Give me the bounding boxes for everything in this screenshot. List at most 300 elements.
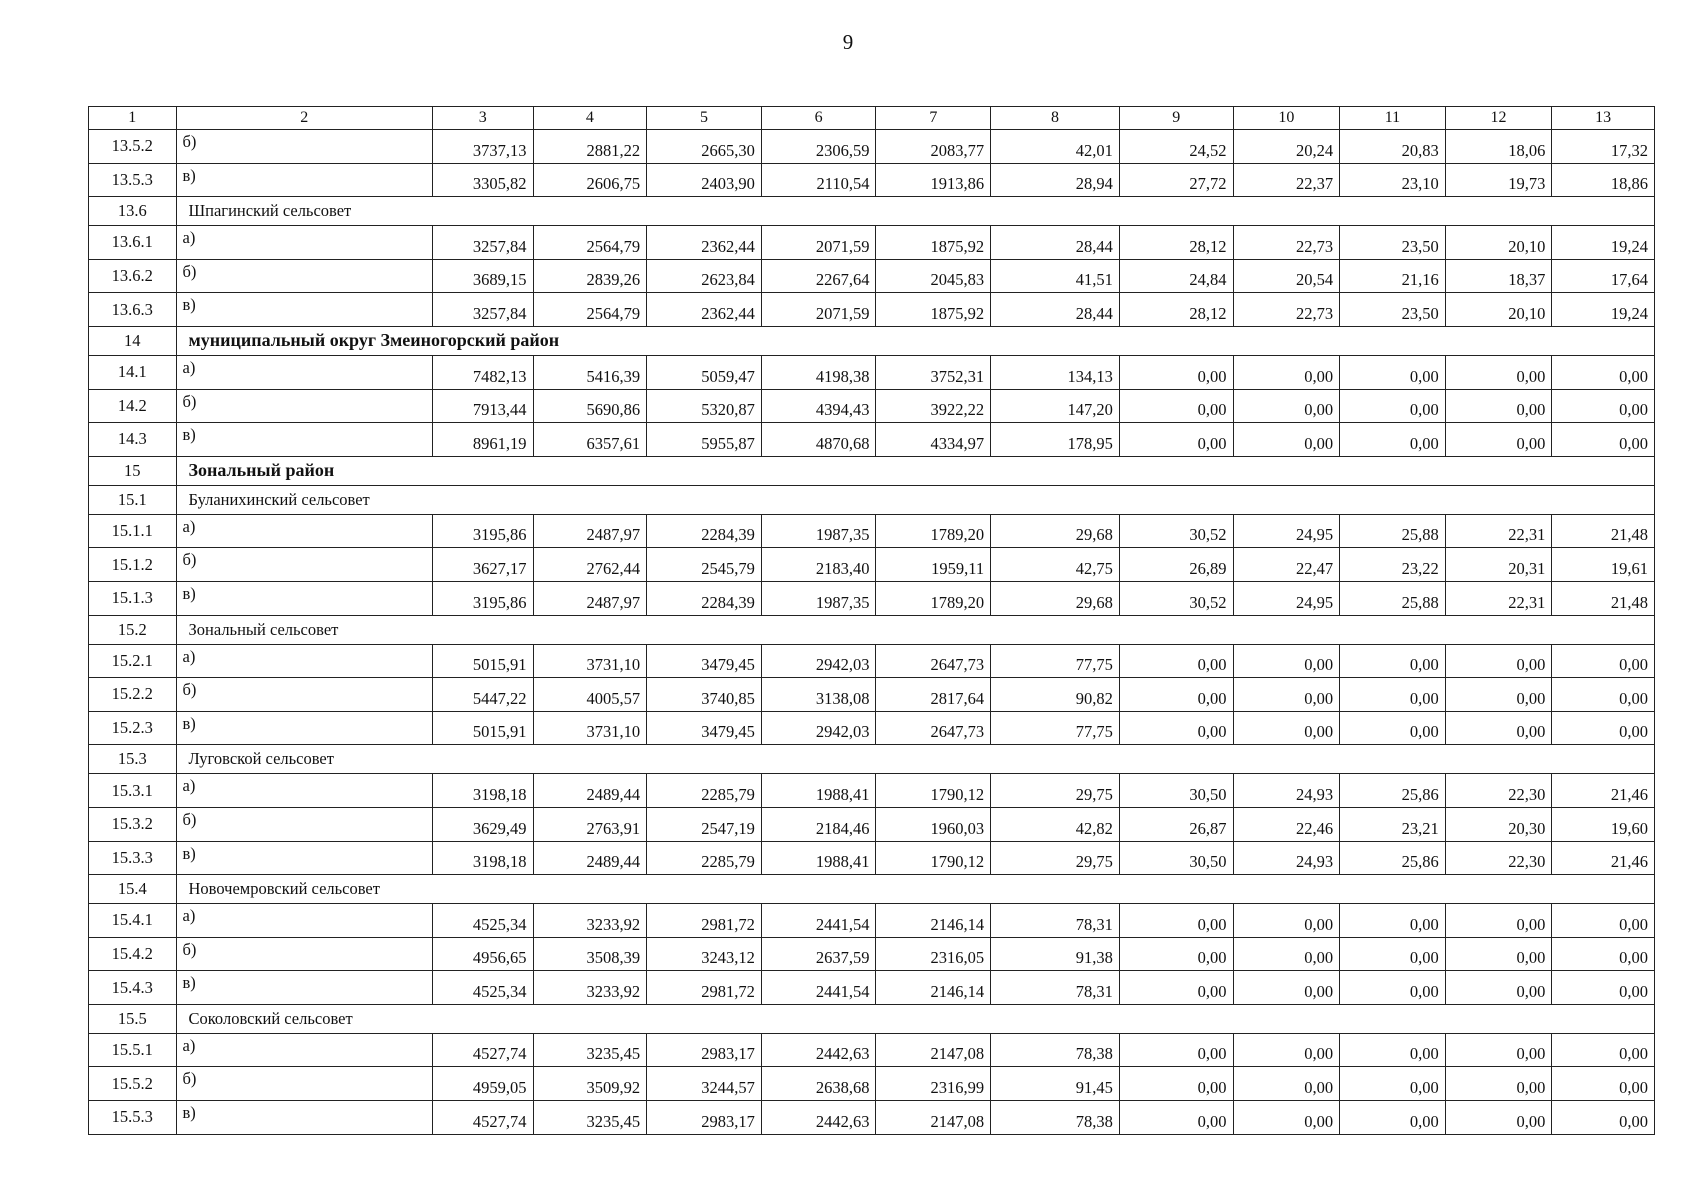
value-cell: 2442,63 — [761, 1101, 876, 1135]
section-code: 15 — [89, 456, 177, 485]
column-number: 12 — [1445, 107, 1552, 130]
value-cell: 1789,20 — [876, 514, 991, 548]
value-cell: 4525,34 — [432, 904, 533, 938]
value-cell: 2071,59 — [761, 293, 876, 327]
section-code: 15.5 — [89, 1004, 177, 1033]
value-cell: 29,68 — [991, 514, 1120, 548]
row-code: 13.5.3 — [89, 163, 177, 197]
value-cell: 2489,44 — [533, 841, 647, 875]
value-cell: 0,00 — [1445, 644, 1552, 678]
row-code: 15.3.2 — [89, 807, 177, 841]
value-cell: 2647,73 — [876, 644, 991, 678]
table-row — [89, 226, 1655, 260]
row-code: 15.4.1 — [89, 904, 177, 938]
row-code: 15.2.3 — [89, 711, 177, 745]
table-body — [89, 107, 1655, 1135]
row-code: 15.2.2 — [89, 678, 177, 712]
value-cell: 21,46 — [1552, 774, 1655, 808]
value-cell: 2606,75 — [533, 163, 647, 197]
value-cell: 26,89 — [1119, 548, 1233, 582]
value-cell: 4959,05 — [432, 1067, 533, 1101]
value-cell: 0,00 — [1552, 1033, 1655, 1067]
section-title: муниципальный округ Змеиногорский район — [176, 326, 1655, 355]
value-cell: 0,00 — [1445, 1033, 1552, 1067]
value-cell: 20,31 — [1445, 548, 1552, 582]
value-cell: 24,93 — [1233, 774, 1340, 808]
value-cell: 3479,45 — [647, 644, 762, 678]
value-cell: 23,50 — [1340, 226, 1446, 260]
value-cell: 0,00 — [1233, 423, 1340, 457]
value-cell: 3627,17 — [432, 548, 533, 582]
value-cell: 0,00 — [1445, 971, 1552, 1005]
value-cell: 0,00 — [1552, 389, 1655, 423]
column-number: 13 — [1552, 107, 1655, 130]
row-code: 13.5.2 — [89, 130, 177, 164]
section-title: Новочемровский сельсовет — [176, 875, 1655, 904]
row-label: а) — [176, 904, 432, 938]
value-cell: 0,00 — [1340, 423, 1446, 457]
value-cell: 23,22 — [1340, 548, 1446, 582]
value-cell: 4198,38 — [761, 355, 876, 389]
row-label: а) — [176, 355, 432, 389]
value-cell: 77,75 — [991, 644, 1120, 678]
value-cell: 3233,92 — [533, 971, 647, 1005]
table-row — [89, 1101, 1655, 1135]
value-cell: 22,73 — [1233, 226, 1340, 260]
value-cell: 134,13 — [991, 355, 1120, 389]
value-cell: 19,24 — [1552, 226, 1655, 260]
section-title: Зональный сельсовет — [176, 615, 1655, 644]
value-cell: 1988,41 — [761, 841, 876, 875]
value-cell: 22,47 — [1233, 548, 1340, 582]
value-cell: 0,00 — [1119, 711, 1233, 745]
value-cell: 4005,57 — [533, 678, 647, 712]
value-cell: 2285,79 — [647, 774, 762, 808]
value-cell: 2147,08 — [876, 1033, 991, 1067]
section-code: 15.3 — [89, 745, 177, 774]
value-cell: 3689,15 — [432, 259, 533, 293]
section-code: 13.6 — [89, 197, 177, 226]
value-cell: 0,00 — [1445, 1101, 1552, 1135]
value-cell: 78,31 — [991, 971, 1120, 1005]
value-cell: 1987,35 — [761, 581, 876, 615]
value-cell: 23,21 — [1340, 807, 1446, 841]
section-row — [89, 1004, 1655, 1033]
value-cell: 3244,57 — [647, 1067, 762, 1101]
row-code: 15.3.1 — [89, 774, 177, 808]
row-code: 14.2 — [89, 389, 177, 423]
value-cell: 78,31 — [991, 904, 1120, 938]
value-cell: 2284,39 — [647, 514, 762, 548]
value-cell: 2045,83 — [876, 259, 991, 293]
value-cell: 1790,12 — [876, 841, 991, 875]
value-cell: 2489,44 — [533, 774, 647, 808]
value-cell: 24,95 — [1233, 514, 1340, 548]
value-cell: 0,00 — [1552, 971, 1655, 1005]
value-cell: 2981,72 — [647, 904, 762, 938]
value-cell: 0,00 — [1552, 711, 1655, 745]
value-cell: 5955,87 — [647, 423, 762, 457]
value-cell: 0,00 — [1119, 355, 1233, 389]
table-row — [89, 581, 1655, 615]
value-cell: 90,82 — [991, 678, 1120, 712]
value-cell: 2071,59 — [761, 226, 876, 260]
value-cell: 0,00 — [1340, 1033, 1446, 1067]
value-cell: 0,00 — [1119, 644, 1233, 678]
value-cell: 1959,11 — [876, 548, 991, 582]
value-cell: 2403,90 — [647, 163, 762, 197]
value-cell: 3195,86 — [432, 514, 533, 548]
row-label: в) — [176, 841, 432, 875]
value-cell: 2623,84 — [647, 259, 762, 293]
row-code: 15.4.2 — [89, 937, 177, 971]
value-cell: 2942,03 — [761, 644, 876, 678]
table-row — [89, 937, 1655, 971]
value-cell: 4334,97 — [876, 423, 991, 457]
column-number: 10 — [1233, 107, 1340, 130]
row-label: в) — [176, 711, 432, 745]
value-cell: 3629,49 — [432, 807, 533, 841]
row-label: а) — [176, 644, 432, 678]
value-cell: 3198,18 — [432, 774, 533, 808]
row-label: а) — [176, 226, 432, 260]
value-cell: 5416,39 — [533, 355, 647, 389]
value-cell: 21,48 — [1552, 514, 1655, 548]
value-cell: 24,84 — [1119, 259, 1233, 293]
value-cell: 3737,13 — [432, 130, 533, 164]
value-cell: 0,00 — [1119, 1033, 1233, 1067]
value-cell: 147,20 — [991, 389, 1120, 423]
value-cell: 2284,39 — [647, 581, 762, 615]
value-cell: 25,88 — [1340, 581, 1446, 615]
value-cell: 7482,13 — [432, 355, 533, 389]
row-code: 14.3 — [89, 423, 177, 457]
value-cell: 0,00 — [1445, 1067, 1552, 1101]
value-cell: 0,00 — [1445, 355, 1552, 389]
value-cell: 3198,18 — [432, 841, 533, 875]
section-code: 14 — [89, 326, 177, 355]
value-cell: 0,00 — [1119, 678, 1233, 712]
column-number: 5 — [647, 107, 762, 130]
table-row — [89, 1067, 1655, 1101]
row-label: б) — [176, 548, 432, 582]
value-cell: 30,52 — [1119, 514, 1233, 548]
section-code: 15.2 — [89, 615, 177, 644]
value-cell: 0,00 — [1233, 644, 1340, 678]
value-cell: 0,00 — [1445, 423, 1552, 457]
table-row — [89, 774, 1655, 808]
row-code: 15.1.3 — [89, 581, 177, 615]
value-cell: 1913,86 — [876, 163, 991, 197]
value-cell: 3508,39 — [533, 937, 647, 971]
value-cell: 21,46 — [1552, 841, 1655, 875]
row-code: 15.5.3 — [89, 1101, 177, 1135]
value-cell: 5690,86 — [533, 389, 647, 423]
value-cell: 0,00 — [1119, 423, 1233, 457]
row-code: 13.6.2 — [89, 259, 177, 293]
value-cell: 2665,30 — [647, 130, 762, 164]
value-cell: 4525,34 — [432, 971, 533, 1005]
value-cell: 2564,79 — [533, 226, 647, 260]
value-cell: 20,83 — [1340, 130, 1446, 164]
value-cell: 2316,99 — [876, 1067, 991, 1101]
value-cell: 1875,92 — [876, 293, 991, 327]
row-label: б) — [176, 130, 432, 164]
value-cell: 30,50 — [1119, 841, 1233, 875]
value-cell: 2547,19 — [647, 807, 762, 841]
page-number: 9 — [842, 30, 854, 54]
value-cell: 0,00 — [1233, 937, 1340, 971]
row-code: 15.1.1 — [89, 514, 177, 548]
table-row — [89, 355, 1655, 389]
value-cell: 2083,77 — [876, 130, 991, 164]
value-cell: 0,00 — [1340, 904, 1446, 938]
value-cell: 0,00 — [1119, 904, 1233, 938]
value-cell: 42,01 — [991, 130, 1120, 164]
value-cell: 0,00 — [1119, 389, 1233, 423]
value-cell: 2316,05 — [876, 937, 991, 971]
value-cell: 19,24 — [1552, 293, 1655, 327]
column-number: 3 — [432, 107, 533, 130]
value-cell: 3731,10 — [533, 711, 647, 745]
value-cell: 2362,44 — [647, 293, 762, 327]
value-cell: 1987,35 — [761, 514, 876, 548]
value-cell: 2839,26 — [533, 259, 647, 293]
row-label: б) — [176, 1067, 432, 1101]
value-cell: 0,00 — [1552, 1067, 1655, 1101]
table-row — [89, 678, 1655, 712]
value-cell: 26,87 — [1119, 807, 1233, 841]
value-cell: 0,00 — [1552, 355, 1655, 389]
column-number: 1 — [89, 107, 177, 130]
value-cell: 0,00 — [1445, 389, 1552, 423]
value-cell: 4394,43 — [761, 389, 876, 423]
table-row — [89, 904, 1655, 938]
row-label: в) — [176, 163, 432, 197]
value-cell: 0,00 — [1445, 678, 1552, 712]
value-cell: 0,00 — [1552, 1101, 1655, 1135]
value-cell: 91,38 — [991, 937, 1120, 971]
value-cell: 42,82 — [991, 807, 1120, 841]
value-cell: 5447,22 — [432, 678, 533, 712]
value-cell: 0,00 — [1552, 644, 1655, 678]
value-cell: 3195,86 — [432, 581, 533, 615]
value-cell: 2442,63 — [761, 1033, 876, 1067]
row-label: б) — [176, 678, 432, 712]
value-cell: 0,00 — [1340, 355, 1446, 389]
column-number: 11 — [1340, 107, 1446, 130]
section-code: 15.4 — [89, 875, 177, 904]
value-cell: 1790,12 — [876, 774, 991, 808]
row-code: 13.6.3 — [89, 293, 177, 327]
value-cell: 0,00 — [1340, 937, 1446, 971]
value-cell: 25,86 — [1340, 841, 1446, 875]
value-cell: 0,00 — [1233, 971, 1340, 1005]
value-cell: 2983,17 — [647, 1033, 762, 1067]
value-cell: 5015,91 — [432, 711, 533, 745]
value-cell: 0,00 — [1119, 971, 1233, 1005]
value-cell: 2306,59 — [761, 130, 876, 164]
value-cell: 0,00 — [1233, 355, 1340, 389]
row-label: б) — [176, 259, 432, 293]
table-row — [89, 841, 1655, 875]
value-cell: 2817,64 — [876, 678, 991, 712]
value-cell: 2285,79 — [647, 841, 762, 875]
value-cell: 0,00 — [1340, 971, 1446, 1005]
value-cell: 30,52 — [1119, 581, 1233, 615]
table-row — [89, 644, 1655, 678]
row-label: а) — [176, 514, 432, 548]
value-cell: 20,30 — [1445, 807, 1552, 841]
section-title: Луговской сельсовет — [176, 745, 1655, 774]
row-label: б) — [176, 937, 432, 971]
value-cell: 77,75 — [991, 711, 1120, 745]
value-cell: 0,00 — [1552, 904, 1655, 938]
value-cell: 0,00 — [1552, 678, 1655, 712]
row-code: 15.5.2 — [89, 1067, 177, 1101]
value-cell: 21,16 — [1340, 259, 1446, 293]
value-cell: 22,31 — [1445, 581, 1552, 615]
value-cell: 7913,44 — [432, 389, 533, 423]
value-cell: 0,00 — [1340, 711, 1446, 745]
value-cell: 0,00 — [1552, 937, 1655, 971]
table-row — [89, 971, 1655, 1005]
value-cell: 0,00 — [1445, 904, 1552, 938]
value-cell: 19,73 — [1445, 163, 1552, 197]
value-cell: 29,75 — [991, 774, 1120, 808]
value-cell: 18,37 — [1445, 259, 1552, 293]
value-cell: 2545,79 — [647, 548, 762, 582]
value-cell: 2146,14 — [876, 904, 991, 938]
value-cell: 2362,44 — [647, 226, 762, 260]
column-number-row — [89, 107, 1655, 130]
value-cell: 3740,85 — [647, 678, 762, 712]
value-cell: 1988,41 — [761, 774, 876, 808]
row-label: б) — [176, 389, 432, 423]
section-title: Зональный район — [176, 456, 1655, 485]
table-row — [89, 389, 1655, 423]
section-title: Буланихинский сельсовет — [176, 485, 1655, 514]
value-cell: 2637,59 — [761, 937, 876, 971]
value-cell: 19,61 — [1552, 548, 1655, 582]
value-cell: 24,93 — [1233, 841, 1340, 875]
section-row — [89, 875, 1655, 904]
value-cell: 4870,68 — [761, 423, 876, 457]
row-code: 15.5.1 — [89, 1033, 177, 1067]
value-cell: 0,00 — [1340, 1101, 1446, 1135]
value-cell: 0,00 — [1233, 1033, 1340, 1067]
value-cell: 0,00 — [1445, 711, 1552, 745]
value-cell: 2146,14 — [876, 971, 991, 1005]
value-cell: 8961,19 — [432, 423, 533, 457]
value-cell: 3731,10 — [533, 644, 647, 678]
table-row — [89, 711, 1655, 745]
value-cell: 20,10 — [1445, 293, 1552, 327]
value-cell: 3509,92 — [533, 1067, 647, 1101]
value-cell: 22,30 — [1445, 774, 1552, 808]
value-cell: 18,06 — [1445, 130, 1552, 164]
value-cell: 22,46 — [1233, 807, 1340, 841]
value-cell: 0,00 — [1119, 937, 1233, 971]
value-cell: 3257,84 — [432, 293, 533, 327]
table-row — [89, 514, 1655, 548]
row-code: 13.6.1 — [89, 226, 177, 260]
row-label: в) — [176, 293, 432, 327]
value-cell: 0,00 — [1340, 389, 1446, 423]
section-row — [89, 615, 1655, 644]
value-cell: 20,10 — [1445, 226, 1552, 260]
row-label: в) — [176, 971, 432, 1005]
section-row — [89, 485, 1655, 514]
table-row — [89, 293, 1655, 327]
value-cell: 2441,54 — [761, 971, 876, 1005]
value-cell: 24,52 — [1119, 130, 1233, 164]
value-cell: 0,00 — [1445, 937, 1552, 971]
value-cell: 1960,03 — [876, 807, 991, 841]
value-cell: 2762,44 — [533, 548, 647, 582]
value-cell: 0,00 — [1233, 1067, 1340, 1101]
row-code: 15.4.3 — [89, 971, 177, 1005]
section-code: 15.1 — [89, 485, 177, 514]
row-label: а) — [176, 1033, 432, 1067]
value-cell: 178,95 — [991, 423, 1120, 457]
value-cell: 3235,45 — [533, 1101, 647, 1135]
value-cell: 42,75 — [991, 548, 1120, 582]
table-row — [89, 163, 1655, 197]
value-cell: 0,00 — [1119, 1101, 1233, 1135]
value-cell: 2487,97 — [533, 514, 647, 548]
value-cell: 6357,61 — [533, 423, 647, 457]
value-cell: 2110,54 — [761, 163, 876, 197]
value-cell: 3922,22 — [876, 389, 991, 423]
value-cell: 4527,74 — [432, 1101, 533, 1135]
column-number: 9 — [1119, 107, 1233, 130]
value-cell: 3138,08 — [761, 678, 876, 712]
value-cell: 3235,45 — [533, 1033, 647, 1067]
value-cell: 2441,54 — [761, 904, 876, 938]
value-cell: 2487,97 — [533, 581, 647, 615]
value-cell: 0,00 — [1233, 678, 1340, 712]
value-cell: 2638,68 — [761, 1067, 876, 1101]
row-code: 14.1 — [89, 355, 177, 389]
value-cell: 29,68 — [991, 581, 1120, 615]
value-cell: 29,75 — [991, 841, 1120, 875]
value-cell: 2942,03 — [761, 711, 876, 745]
value-cell: 1875,92 — [876, 226, 991, 260]
value-cell: 22,37 — [1233, 163, 1340, 197]
value-cell: 18,86 — [1552, 163, 1655, 197]
row-code: 15.1.2 — [89, 548, 177, 582]
row-label: в) — [176, 423, 432, 457]
value-cell: 0,00 — [1119, 1067, 1233, 1101]
column-number: 2 — [176, 107, 432, 130]
value-cell: 5015,91 — [432, 644, 533, 678]
value-cell: 4527,74 — [432, 1033, 533, 1067]
value-cell: 2983,17 — [647, 1101, 762, 1135]
value-cell: 28,94 — [991, 163, 1120, 197]
value-cell: 17,64 — [1552, 259, 1655, 293]
value-cell: 25,86 — [1340, 774, 1446, 808]
column-number: 7 — [876, 107, 991, 130]
table-row — [89, 548, 1655, 582]
value-cell: 22,30 — [1445, 841, 1552, 875]
table-row — [89, 1033, 1655, 1067]
section-row — [89, 326, 1655, 355]
row-label: в) — [176, 581, 432, 615]
value-cell: 23,10 — [1340, 163, 1446, 197]
value-cell: 78,38 — [991, 1033, 1120, 1067]
table-row — [89, 423, 1655, 457]
